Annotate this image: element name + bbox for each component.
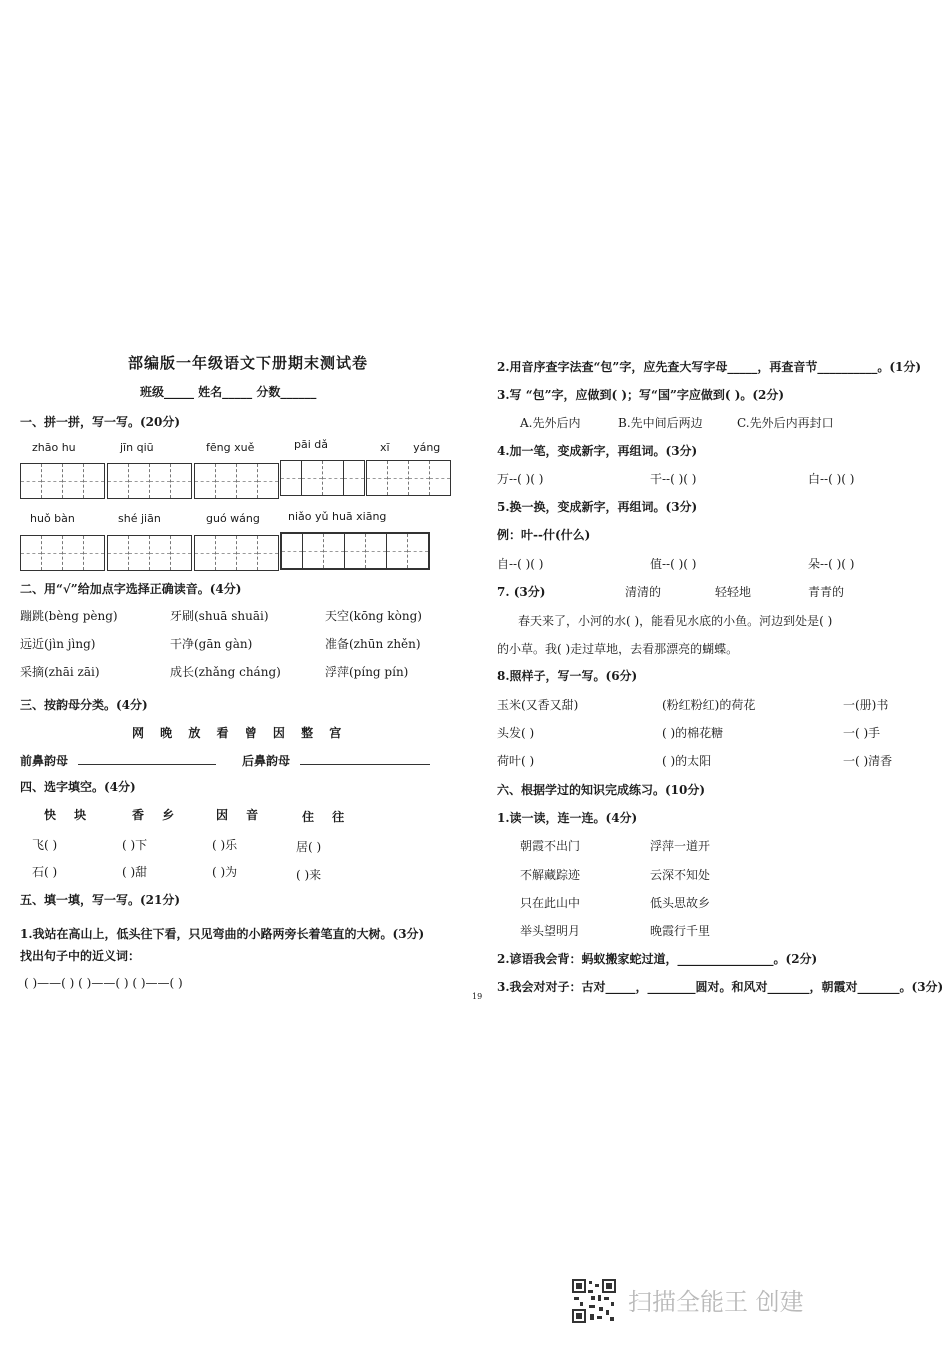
question-5-example: 例：叶--什(什么) [497,528,591,542]
char-pair: 香 乡 [132,808,175,822]
question-6-2: 2.谚语我会背：蚂蚁搬家蛇过道，________________。(2分) [497,952,818,966]
reading-item[interactable]: 天空(kōng kòng) [325,609,422,623]
word-option: 清清的 [625,585,662,599]
reading-item[interactable]: 准备(zhūn zhěn) [325,637,421,651]
section-5-heading: 五、填一填，写一写。(21分) [20,893,181,907]
match-left-item[interactable]: 朝霞不出门 [520,839,581,853]
fill-item[interactable]: ( )来 [296,868,322,882]
question-7-line-1[interactable]: 春天来了，小河的水( )，能看见水底的小鱼。河边到处是( ) [518,614,833,628]
fill-item[interactable]: 朵--( )( ) [808,557,855,571]
section-2-heading: 二、用“√”给加点字选择正确读音。(4分) [20,582,242,596]
pattern-cell: (粉红粉红)的荷花 [662,698,756,712]
fill-item[interactable]: 居( ) [296,840,322,854]
question-3: 3.写 “包”字，应做到( )；写“国”字应做到( )。(2分) [497,388,785,402]
match-right-item[interactable]: 浮萍一道开 [650,839,711,853]
reading-item[interactable]: 干净(gān gàn) [170,637,253,651]
option-c[interactable]: C.先外后内再封口 [737,416,834,430]
writing-grid[interactable] [280,532,430,570]
classify-chars: 网 晚 放 看 曾 因 整 宫 [132,726,342,740]
section-3-heading: 三、按韵母分类。(4分) [20,698,148,712]
question-6-3: 3.我会对对子：古对_____，________圆对。和风对_______，朝霞对_______。(3分) [497,980,944,994]
pinyin-7: shé jiān [118,512,161,525]
pinyin-5: xī yáng [380,441,441,454]
front-nasal-blank[interactable] [78,764,216,765]
pinyin-2: jīn qiū [120,441,154,454]
char-pair: 快 块 [44,808,87,822]
fill-item[interactable]: ( )甜 [122,865,148,879]
pinyin-6: huǒ bàn [30,512,75,525]
page-number: 19 [472,992,483,1001]
back-nasal-label: 后鼻韵母 [242,754,291,768]
pattern-cell[interactable]: 一( )手 [843,726,881,740]
word-option: 青青的 [808,585,845,599]
writing-grid[interactable] [194,535,279,571]
pattern-cell: 一(册)书 [843,698,889,712]
match-right-item[interactable]: 晚霞行千里 [650,924,711,938]
reading-item[interactable]: 牙刷(shuā shuāi) [170,609,269,623]
section-6-heading: 六、根据学过的知识完成练习。(10分) [497,783,706,797]
match-left-item[interactable]: 只在此山中 [520,896,581,910]
pinyin-3: fēng xuě [206,441,255,454]
reading-item[interactable]: 蹦跳(bèng pèng) [20,609,118,623]
qr-code-icon [571,1278,617,1324]
question-7-label: 7. (3分) [497,585,546,599]
writing-grid[interactable] [366,460,451,496]
question-2: 2.用音序查字法查“包”字，应先查大写字母_____，再查音节__________。(1分) [497,360,922,374]
fill-item[interactable]: 白--( )( ) [808,472,855,486]
pattern-cell[interactable]: 头发( ) [497,726,535,740]
pinyin-4: pāi dǎ [294,438,328,451]
fill-item[interactable]: ( )为 [212,865,238,879]
writing-grid[interactable] [280,460,365,496]
writing-grid[interactable] [20,535,105,571]
question-4: 4.加一笔，变成新字，再组词。(3分) [497,444,698,458]
page-title: 部编版一年级语文下册期末测试卷 [128,354,369,372]
char-pair: 住 往 [302,810,345,824]
reading-item[interactable]: 远近(jìn jìng) [20,637,96,651]
writing-grid[interactable] [107,463,192,499]
fill-item[interactable]: 万--( )( ) [497,472,544,486]
writing-grid[interactable] [107,535,192,571]
match-left-item[interactable]: 不解藏踪迹 [520,868,581,882]
option-b[interactable]: B.先中间后两边 [618,416,703,430]
pattern-cell[interactable]: ( )的太阳 [662,754,712,768]
reading-item[interactable]: 成长(zhǎng cháng) [170,665,281,679]
match-left-item[interactable]: 举头望明月 [520,924,581,938]
section-4-heading: 四、选字填空。(4分) [20,780,136,794]
pinyin-9: niǎo yǔ huā xiāng [288,510,387,523]
section-1-heading: 一、拼一拼，写一写。(20分) [20,415,181,429]
back-nasal-blank[interactable] [300,764,430,765]
front-nasal-label: 前鼻韵母 [20,754,69,768]
match-right-item[interactable]: 低头思故乡 [650,896,711,910]
question-6-1: 1.读一读，连一连。(4分) [497,811,638,825]
pattern-cell: 玉米(又香又甜) [497,698,579,712]
pattern-cell[interactable]: 荷叶( ) [497,754,535,768]
writing-grid[interactable] [194,463,279,499]
fill-item[interactable]: 值--( )( ) [650,557,697,571]
pattern-cell[interactable]: ( )的棉花糖 [662,726,724,740]
word-option: 轻轻地 [715,585,752,599]
writing-grid[interactable] [20,463,105,499]
char-pair: 因 音 [216,808,259,822]
question-5-1: 1.我站在高山上，低头往下看，只见弯曲的小路两旁长着笔直的大树。(3分) [20,927,425,941]
match-right-item[interactable]: 云深不知处 [650,868,711,882]
fill-item[interactable]: 石( ) [32,865,58,879]
pinyin-8: guó wáng [206,512,260,525]
pattern-cell[interactable]: 一( )清香 [843,754,893,768]
option-a[interactable]: A.先外后内 [520,416,581,430]
reading-item[interactable]: 采摘(zhāi zāi) [20,665,100,679]
fill-item[interactable]: 干--( )( ) [650,472,697,486]
synonym-blanks[interactable]: ( )——( ) ( )——( ) ( )——( ) [24,976,183,990]
question-8: 8.照样子，写一写。(6分) [497,669,638,683]
reading-item[interactable]: 浮萍(píng pín) [325,665,409,679]
header-fields: 班级_____ 姓名_____ 分数______ [140,385,317,399]
fill-item[interactable]: 飞( ) [32,838,58,852]
fill-item[interactable]: 自--( )( ) [497,557,544,571]
fill-item[interactable]: ( )下 [122,838,148,852]
question-5: 5.换一换，变成新字，再组词。(3分) [497,500,698,514]
footer-watermark: 扫描全能王 创建 [628,1288,804,1316]
question-5-1b: 找出句子中的近义词： [20,949,141,963]
fill-item[interactable]: ( )乐 [212,838,238,852]
pinyin-1: zhāo hu [32,441,76,454]
question-7-line-2[interactable]: 的小草。我( )走过草地，去看那漂亮的蝴蝶。 [497,642,739,656]
